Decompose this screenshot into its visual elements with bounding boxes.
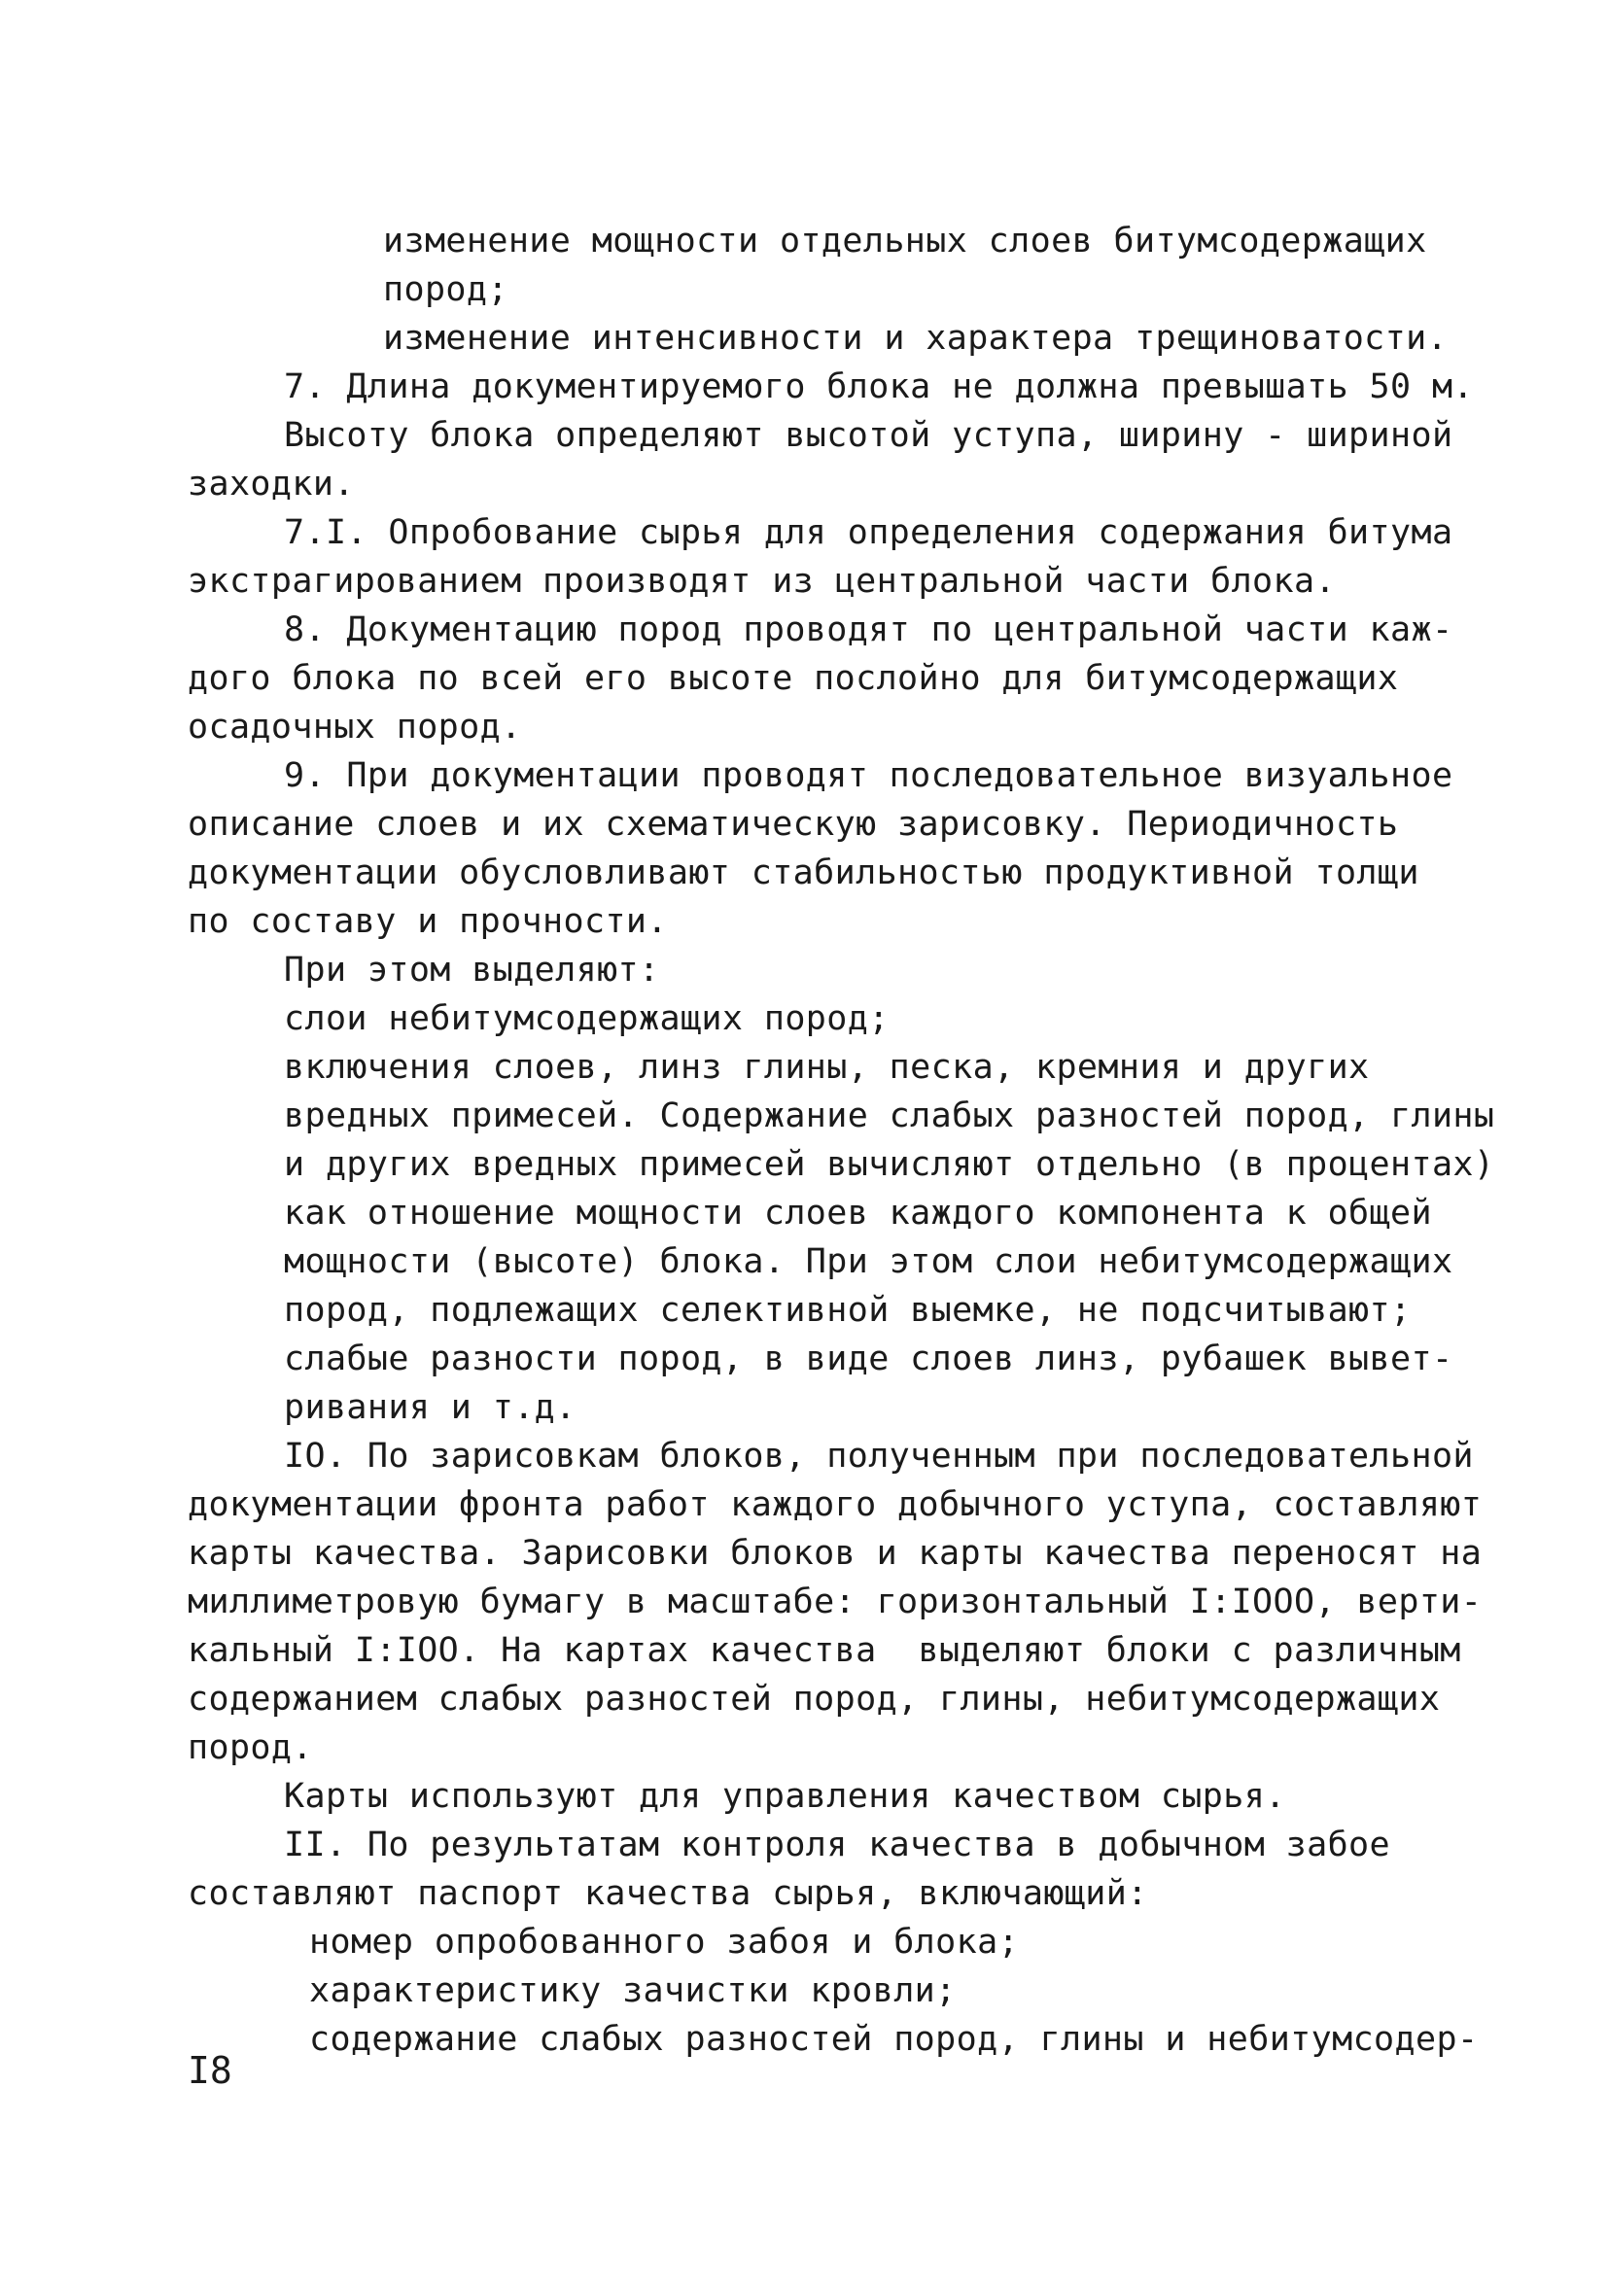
text-line: экстрагированием производят из центральной части блока.	[188, 562, 1336, 601]
text-line: заходки.	[188, 465, 355, 504]
text-line: документации обусловливают стабильностью продуктивной толщи	[188, 853, 1419, 892]
text-line: карты качества. Зарисовки блоков и карты качества переносят на	[188, 1534, 1483, 1573]
text-line: характеристику зачистки кровли;	[309, 1971, 957, 2010]
text-line: Высоту блока определяют высотой уступа, ширину - шириной	[284, 416, 1453, 455]
text-line: вредных примесей. Содержание слабых разностей пород, глины	[284, 1096, 1495, 1135]
text-line: содержание слабых разностей пород, глины и небитумсодер-	[309, 2020, 1479, 2059]
text-line: осадочных пород.	[188, 708, 522, 747]
text-line: IO. По зарисовкам блоков, полученным при последовательной	[284, 1437, 1474, 1476]
text-line: включения слоев, линз глины, песка, кремния и других	[284, 1048, 1370, 1087]
text-line: дого блока по всей его высоте послойно для битумсодержащих	[188, 659, 1399, 698]
text-line: 7. Длина документируемого блока не должна превышать 50 м.	[284, 367, 1474, 406]
text-line: пород, подлежащих селективной выемке, не подсчитывают;	[284, 1291, 1412, 1330]
text-line: по составу и прочности.	[188, 902, 668, 941]
text-line: документации фронта работ каждого добычного уступа, составляют	[188, 1485, 1483, 1524]
text-line: миллиметровую бумагу в масштабе: горизонтальный I:IOOO, верти-	[188, 1583, 1483, 1621]
text-line: 9. При документации проводят последовательное визуальное	[284, 756, 1453, 795]
text-line: и других вредных примесей вычисляют отдельно (в процентах)	[284, 1145, 1495, 1184]
text-line: II. По результатам контроля качества в добычном забое	[284, 1826, 1391, 1864]
text-line: слои небитумсодержащих пород;	[284, 999, 890, 1038]
text-line: ривания и т.д.	[284, 1388, 577, 1427]
text-line: слабые разности пород, в виде слоев линз, рубашек вывет-	[284, 1339, 1453, 1378]
text-line: описание слоев и их схематическую зарисовку. Периодичность	[188, 805, 1399, 844]
text-line: 7.I. Опробование сырья для определения содержания битума	[284, 513, 1453, 552]
text-line: изменение интенсивности и характера трещиноватости.	[383, 319, 1449, 358]
text-line: содержанием слабых разностей пород, глины, небитумсодержащих	[188, 1680, 1441, 1719]
text-line: При этом выделяют:	[284, 951, 660, 990]
text-line: 8. Документацию пород проводят по центральной части каж-	[284, 610, 1453, 649]
text-line: составляют паспорт качества сырья, включающий:	[188, 1874, 1148, 1913]
text-line: Карты используют для управления качеством сырья.	[284, 1777, 1286, 1816]
text-line: изменение мощности отдельных слоев битумсодержащих	[383, 222, 1427, 261]
text-line: кальный I:IOO. На картах качества выделяют блоки с различным	[188, 1631, 1461, 1670]
text-line: пород;	[383, 270, 508, 309]
text-line: пород.	[188, 1728, 313, 1767]
text-line: как отношение мощности слоев каждого компонента к общей	[284, 1194, 1432, 1233]
page-number: I8	[188, 2049, 232, 2092]
text-line: номер опробованного забоя и блока;	[309, 1923, 1020, 1962]
text-line: мощности (высоте) блока. При этом слои небитумсодержащих	[284, 1242, 1453, 1281]
